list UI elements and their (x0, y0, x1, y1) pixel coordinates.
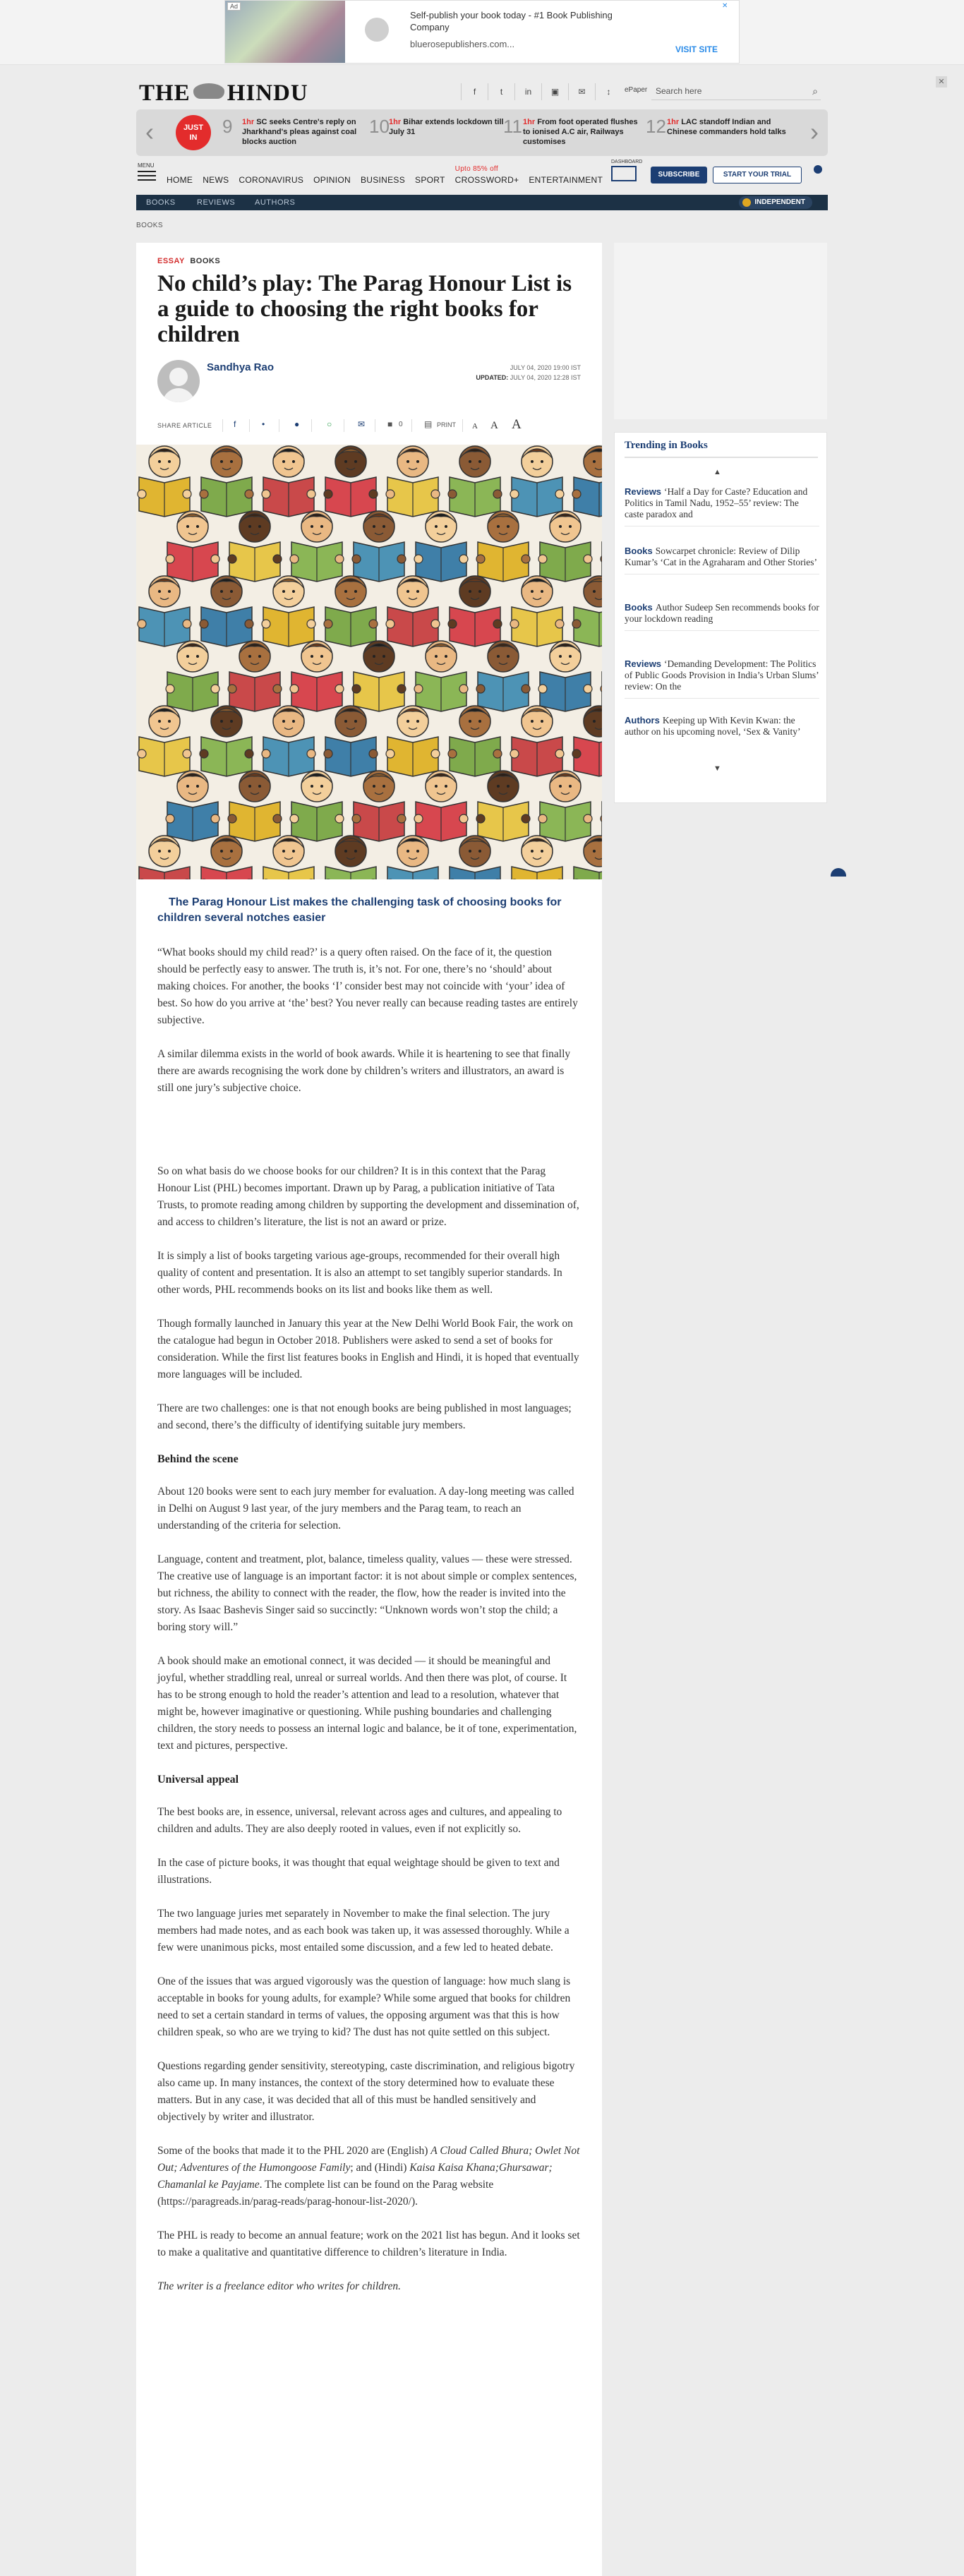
ticker-headline: LAC standoff Indian and Chinese commanders hold talks (667, 118, 786, 136)
ticker-headline: SC seeks Centre's reply on Jharkhand's pleas against coal blocks auction (242, 118, 357, 146)
ticker-number: 12 (646, 116, 666, 137)
trending-category: Books (625, 602, 653, 613)
trending-title: Trending in Books (625, 440, 708, 451)
ticker-time: 1hr (523, 118, 536, 126)
trending-headline: Keeping up With Kevin Kwan: the author on his upcoming novel, ‘Sex & Vanity’ (625, 715, 801, 737)
print-icon[interactable]: ▤ (424, 419, 433, 429)
start-trial-button[interactable]: START YOUR TRIAL (713, 167, 802, 183)
subscribe-button[interactable]: SUBSCRIBE (651, 167, 707, 183)
trending-scroll-up-icon[interactable]: ▲ (713, 468, 721, 476)
share-divider (222, 419, 223, 432)
book-list-end: . The complete list can be found on the Parag website (https://paragreads.in/parag-reads/parag-honour-list-2020/). (157, 2179, 494, 2208)
menu-button[interactable] (138, 162, 159, 185)
ad-close-icon[interactable]: ✕ (722, 2, 728, 10)
trending-category: Reviews (625, 658, 662, 669)
nav-business[interactable]: BUSINESS (360, 175, 406, 185)
paragraph: In the case of picture books, it was thought that equal weightage should be given to text and illustrations. (157, 1857, 560, 1886)
avatar-head (169, 368, 188, 386)
ticker-next-icon[interactable]: › (810, 117, 819, 146)
paragraph: The best books are, in essence, universal, relevant across ages and cultures, and appealing to children and adults. They are also deeply rooted in values, even if not explicitly so. (157, 1806, 562, 1835)
ticker-number: 11 (503, 116, 522, 137)
ticker-time: 1hr (242, 118, 255, 126)
trending-headline: ‘Half a Day for Caste? Education and Politics in Tamil Nadu, 1952–55’ review: The caste paradox and (625, 486, 808, 519)
nav-coronavirus[interactable]: CORONAVIRUS (239, 175, 304, 185)
updated-label: UPDATED: (476, 374, 509, 381)
nav-home[interactable]: HOME (167, 175, 193, 185)
share-whatsapp-icon[interactable]: ○ (327, 419, 332, 429)
nav-opinion[interactable]: OPINION (313, 175, 351, 185)
share-divider (411, 419, 412, 432)
independent-label: INDEPENDENT (754, 198, 805, 206)
ticker-time: 1hr (389, 118, 402, 126)
crossword-label: CROSSWORD+ (454, 175, 519, 185)
ticker-text (667, 117, 787, 137)
section-reviews[interactable]: REVIEWS (197, 198, 236, 207)
paragraph: Though formally launched in January this year at the New Delhi World Book Fair, the work on the catalogue had begun in October 2018. Publishers were asked to send a set of books for consideration. While the first list features books in English and Hindi, it is hoped that eventually more languages will be included. (157, 1318, 579, 1380)
author-name[interactable]: Sandhya Rao (207, 361, 275, 373)
kicker-books[interactable]: BOOKS (190, 257, 221, 265)
ticker-item[interactable] (369, 116, 510, 150)
trending-scroll-down-icon[interactable]: ▼ (713, 764, 721, 773)
paragraph: So on what basis do we choose books for our children? It is in this context that the Parag Honour List (PHL) becomes important. Drawn up by Parag, a publication initiative of Tata Trusts, to promote reading among children by supporting the development and dissemination of, and access to children’s literature, the list is not an award or prize. (157, 1165, 579, 1228)
paragraph: About 120 books were sent to each jury member for evaluation. A day-long meeting was called in Delhi on August 9 last year, of the jury members and the Parag team, to reach an understanding of the criteria for selection. (157, 1486, 574, 1531)
trending-divider (625, 698, 819, 699)
paragraph: Questions regarding gender sensitivity, stereotyping, caste discrimination, and religious bigotry also came up. In many instances, the context of the story determined how to evaluate these matters. But in any case, it was decided that all of this must be handled sensitively and objectively by writer and illustrator. (157, 2060, 575, 2123)
comment-icon[interactable]: ■ (387, 419, 393, 429)
updated-date: JULY 04, 2020 12:28 IST (510, 374, 581, 381)
share-divider (462, 419, 463, 432)
sidebar-ad-space (614, 243, 827, 419)
search-placeholder: Search here (656, 86, 702, 96)
paragraph: One of the issues that was argued vigorously was the question of language: how much slang is acceptable in books for young adults, for example? While some argued that books for children need to set a certain standard in terms of values, the opposing argument was that this is how children speak, so who are we trying to kid? The dust has not quite settled on this subject. (157, 1975, 571, 2038)
ad-url[interactable]: bluerosepublishers.com... (410, 39, 515, 49)
dashboard-label: DASHBOARD (611, 160, 643, 164)
ad-visit-site-button[interactable]: VISIT SITE (675, 44, 718, 54)
children-reading-illustration (136, 445, 602, 879)
instagram-icon[interactable]: ▣ (541, 83, 568, 100)
paragraph: A similar dilemma exists in the world of book awards. While it is heartening to see that finally there are awards recognising the work done by children’s writers and illustrators, an award is still one jury’s subjective choice. (157, 1048, 571, 1094)
article-dates (476, 363, 581, 383)
trending-category: Authors (625, 715, 660, 726)
share-divider (249, 419, 250, 432)
crossword-promo: Upto 85% off (454, 165, 498, 173)
independent-badge[interactable] (739, 196, 812, 209)
article-kicker (157, 257, 220, 265)
trending-category: Reviews (625, 486, 662, 497)
nav-news[interactable]: NEWS (203, 175, 229, 185)
ticker-item[interactable] (503, 116, 644, 150)
share-divider (311, 419, 312, 432)
article-headline: No child’s play: The Parag Honour List is a guide to choosing the right books for children (157, 271, 572, 347)
mail-icon[interactable]: ✉ (568, 83, 595, 100)
paragraph-book-list (157, 2143, 581, 2210)
logo-text-hindu: HINDU (227, 80, 308, 106)
nav-crossword[interactable] (454, 165, 519, 185)
kicker-essay[interactable]: ESSAY (157, 257, 185, 265)
epaper-link[interactable]: ePaper (625, 86, 648, 94)
globe-icon (365, 18, 389, 42)
just-in-label-2: IN (189, 133, 198, 142)
paragraph: There are two challenges: one is that not enough books are being published in most languages; and second, there’s the difficulty of identifying suitable jury members. (157, 1402, 572, 1431)
ticker-time: 1hr (667, 118, 680, 126)
author-avatar[interactable] (157, 360, 200, 402)
trending-headline: Sowcarpet chronicle: Review of Dilip Kumar’s ‘Cat in the Agraharam and Other Stories’ (625, 546, 818, 567)
logo-emblem-icon (193, 83, 224, 99)
ticker-text (523, 117, 643, 147)
ticker-prev-icon[interactable]: ‹ (145, 117, 154, 146)
ticker-item[interactable] (222, 116, 363, 150)
english-book-titles: A Cloud Called Bhura; Owlet Not Out; Adventures of the Humongoose Family (157, 2145, 580, 2174)
twitter-icon[interactable]: t (488, 83, 514, 100)
bell-icon[interactable]: ↕ (595, 83, 622, 100)
just-in-label-1: JUST (183, 124, 204, 132)
trending-divider (625, 630, 819, 631)
ticker-text (389, 117, 509, 137)
updated-date-line (476, 373, 581, 383)
font-medium-icon[interactable]: A (490, 420, 498, 431)
search-input[interactable] (651, 82, 821, 100)
book-list-intro: Some of the books that made it to the PHL 2020 are (English) (157, 2145, 431, 2157)
menu-label: MENU (138, 162, 155, 169)
ad-title[interactable]: Self-publish your book today - #1 Book Publishing Company (410, 10, 613, 32)
independent-logo-icon (742, 198, 751, 207)
hero-illustration[interactable] (136, 445, 602, 879)
ad-thumbnail[interactable] (225, 1, 345, 63)
ticker-headline: From foot operated flushes to ionised A.C air, Railways customises (523, 118, 638, 146)
paragraph: A book should make an emotional connect, it was decided — it should be meaningful and joyful, whether straddling real, unreal or surreal worlds. And then there was plot, of course. It has to be strong enough to hold the reader’s attention and lead to a resolution, whatever that might be, however imaginative or questioning. While pushing boundaries and challenging children, the story needs to possess an internal logic and balance, be it of tone, experimentation, text and pictures, perspective. (157, 1655, 577, 1752)
ticker-item[interactable] (646, 116, 794, 150)
comment-count[interactable]: 0 (399, 421, 403, 428)
paragraph: The two language juries met separately in November to make the final selection. The jury members had made notes, and as each book was taken up, it was assessed thoroughly. While a few were unanimous picks, most entailed some discussion, and a few led to heated debate. (157, 1908, 570, 1954)
avatar-body (162, 388, 195, 402)
trending-item[interactable] (625, 715, 819, 738)
share-reddit-icon[interactable]: ● (294, 419, 300, 429)
share-facebook-icon[interactable]: f (234, 419, 236, 429)
trending-category: Books (625, 546, 653, 556)
article-standfirst: The Parag Honour List makes the challenging task of choosing books for children several notches easier (157, 896, 562, 924)
site-logo[interactable] (139, 80, 308, 107)
trending-item[interactable] (625, 486, 819, 520)
inline-ad-space (157, 1114, 581, 1163)
book-list-mid: ; and (Hindi) (350, 2162, 410, 2174)
ticker-text (242, 117, 362, 147)
main-nav (167, 165, 603, 185)
article-body (157, 944, 581, 2312)
trending-item[interactable] (625, 658, 819, 692)
print-label[interactable]: PRINT (437, 421, 456, 428)
ad-banner[interactable] (224, 0, 740, 64)
breadcrumb[interactable]: BOOKS (136, 222, 164, 229)
section-authors[interactable]: AUTHORS (255, 198, 296, 207)
ticker-headline: Bihar extends lockdown till July 31 (389, 118, 504, 136)
dashboard-icon (611, 166, 637, 181)
ad-strip (0, 0, 964, 65)
share-twitter-icon[interactable]: • (262, 419, 265, 429)
share-mail-icon[interactable]: ✉ (358, 419, 366, 429)
masthead (136, 78, 828, 106)
paragraph: “What books should my child read?’ is a query often raised. On the face of it, the question should be perfectly easy to answer. The truth is, it’s not. For one, there’s no ‘should’ about making choices. For another, the books ‘I’ consider best may not coincide with ‘your’ idea of best. So how do you arrive at ‘the’ best? You never really can because reading tastes are entirely subjective. (157, 946, 578, 1026)
social-links (461, 83, 622, 100)
subheading: Behind the scene (157, 1453, 239, 1465)
paragraph: It is simply a list of books targeting various age-groups, recommended for their overall high quality of content and presentation. It is also an attempt to set tangibly superior standards. In other words, PHL recommends books on its list and books like them as well. (157, 1250, 562, 1296)
font-large-icon[interactable]: A (512, 417, 522, 432)
share-bar (157, 416, 581, 435)
hamburger-icon (138, 171, 156, 172)
logo-text-the: THE (139, 80, 191, 106)
section-books[interactable]: BOOKS (146, 198, 176, 207)
subheading: Universal appeal (157, 1774, 239, 1786)
share-label: SHARE ARTICLE (157, 422, 212, 429)
paragraph: The PHL is ready to become an annual feature; work on the 2021 list has begun. And it looks set to make a qualitative and quantitative difference to children’s literature in India. (157, 2229, 580, 2258)
search-icon[interactable]: ⌕ (812, 85, 818, 97)
section-bar (136, 195, 828, 210)
published-date: JULY 04, 2020 19:00 IST (510, 364, 581, 371)
hindi-book-titles: Kaisa Kaisa Khana;Ghursawar; Chamanlal ke Payjame (157, 2162, 553, 2191)
linkedin-icon[interactable]: in (514, 83, 541, 100)
nav-sport[interactable]: SPORT (415, 175, 445, 185)
trending-item[interactable] (625, 602, 819, 625)
close-icon[interactable]: ✕ (936, 76, 947, 88)
nav-entertainment[interactable]: ENTERTAINMENT (529, 175, 603, 185)
user-icon-head (814, 165, 822, 174)
user-account-icon[interactable] (809, 165, 826, 185)
paragraph: Language, content and treatment, plot, balance, timeless quality, values — these were stressed. The creative use of language is an important factor: it is not about simple or complex sentences, but richness, the ability to connect with the reader, the flow, how the reader is invited into the story. As Isaac Bashevis Singer said so succinctly: “Unknown words won’t stop the child; a boring story will.” (157, 1553, 577, 1633)
ticker-number: 9 (222, 116, 233, 137)
facebook-icon[interactable]: f (461, 83, 488, 100)
trending-item[interactable] (625, 546, 819, 568)
ticker-number: 10 (369, 116, 390, 137)
trending-widget (614, 432, 827, 803)
font-small-icon[interactable]: A (472, 422, 478, 431)
article (136, 243, 602, 2576)
author-signature: The writer is a freelance editor who writes for children. (157, 2280, 401, 2292)
just-in-badge (176, 115, 211, 150)
trending-headline: Author Sudeep Sen recommends books for your lockdown reading (625, 602, 819, 624)
ad-badge: Ad (227, 2, 241, 11)
user-icon-body (831, 868, 846, 877)
dashboard-button[interactable] (611, 160, 643, 182)
trending-headline: ‘Demanding Development: The Politics of Public Goods Provision in India’s Urban Slums’ review: On the (625, 658, 819, 692)
just-in-ticker (136, 109, 828, 156)
